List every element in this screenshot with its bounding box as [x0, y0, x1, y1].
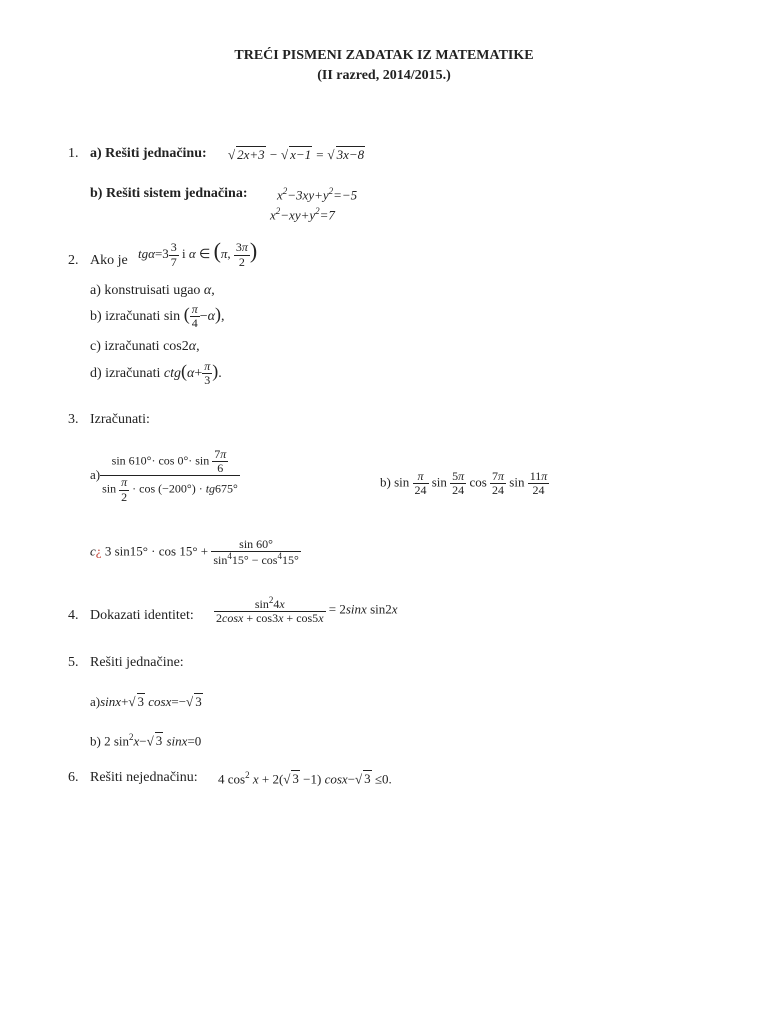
document-title: TREĆI PISMENI ZADATAK IZ MATEMATIKE [234, 48, 534, 63]
problem-4-intro: Dokazati identitet: [90, 608, 194, 623]
problem-1a-equation: √ 2x+3 − √ x−1 = √ 3x−8 [228, 147, 365, 162]
problem-1b-label: b) Rešiti sistem jednačina: [90, 186, 248, 201]
problem-5a: a)sinx+√ 3 cosx=−√ 3 [90, 694, 202, 709]
problem-2a: a) konstruisati ugao α, [90, 283, 215, 298]
problem-5b: b) 2 $\sin^2x-√$ 3 sinx=0 [90, 732, 202, 749]
problem-2b: b) izračunati sin ( $\frac{\pi}{4}$ −α), [90, 302, 225, 331]
problem-3-number: 3. [68, 412, 79, 427]
problem-3c: c¿ 3 sin15° · cos 15° + $\frac{\sin 60^\circ}{\sin^415^\circ - \cos^415^\circ}$ [90, 537, 299, 568]
problem-4-number: 4. [68, 608, 79, 623]
problem-1a-label: a) Rešiti jednačinu: [90, 146, 207, 161]
problem-2c: c) izračunati cos2α, [90, 339, 200, 354]
problem-6-intro: Rešiti nejednačinu: [90, 770, 198, 785]
problem-2-number: 2. [68, 253, 79, 268]
problem-2-condition: tgα=3 $\frac{3}{7}$ i α ∈ (π, $\frac{3\pi}{2}$ ) [138, 238, 258, 269]
problem-1b-eq2: $x^2-xy+y^2=7$ [270, 206, 335, 223]
problem-3b: b) sin $\frac{\pi}{24}$ sin $\frac{5\pi}{24}$ cos $\frac{7\pi}{24}$ sin $\frac{11\pi}{24}$ [380, 469, 548, 498]
problem-6-inequality: 4 $\cos^2 x + 2(√$ 3 −1) cosx−√ 3 ≤0. [218, 770, 392, 787]
problem-3a: a) sin 610°· cos 0°· sin $\frac{7\pi}{6}$ sin $\frac{\pi}{2}$ · cos (−200°) · tg675° [90, 447, 238, 504]
document-subtitle: (II razred, 2014/2015.) [317, 68, 451, 83]
problem-1-number: 1. [68, 146, 79, 161]
problem-5-intro: Rešiti jednačine: [90, 655, 184, 670]
problem-2-intro: Ako je [90, 253, 128, 268]
problem-4-identity: $\frac{\sin^24x}{2\cos x + \cos 3x + \cos 5x}$ = 2sinx sin2x [216, 595, 398, 626]
problem-6-number: 6. [68, 770, 79, 785]
problem-3-intro: Izračunati: [90, 412, 150, 427]
problem-1b-eq1: $x^2-3xy+y^2=-5$ [277, 186, 358, 203]
problem-2d: d) izračunati ctg(α+ $\frac{\pi}{3}$ ). [90, 359, 222, 388]
problem-5-number: 5. [68, 655, 79, 670]
